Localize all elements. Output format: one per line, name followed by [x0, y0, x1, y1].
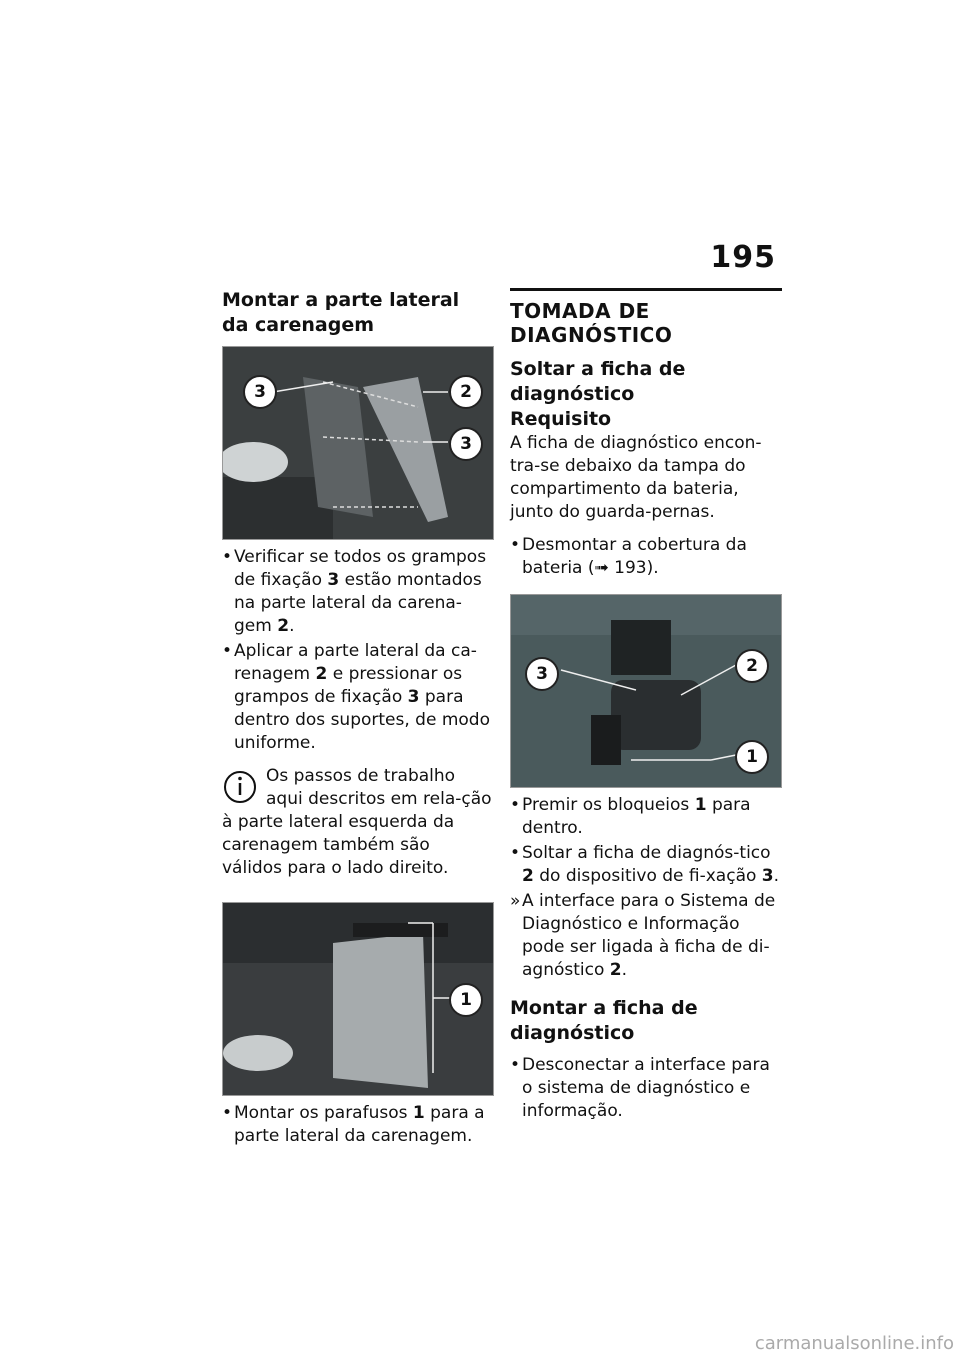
subheading-mount-plug: Montar a ficha de diagnóstico: [510, 997, 698, 1044]
page-number: 195: [710, 240, 776, 275]
section-heading-mount-fairing: Montar a parte lateral da carenagem: [222, 289, 460, 336]
steps-list-a: [510, 534, 782, 580]
callout-3b: 3: [449, 427, 483, 461]
list-item: • Aplicar a parte lateral da ca-renagem 2 e pressionar os grampos de fixação 3 para dentro dos suportes, de modo uniforme.: [222, 640, 492, 755]
list-item: • Desconectar a interface para o sistema de diagnóstico e informação.: [510, 1054, 782, 1123]
callout-1: 1: [449, 983, 483, 1017]
steps-list-2: [222, 1102, 492, 1148]
requisito-text: A ficha de diagnóstico encon-tra-se debaixo da tampa do compartimento da bateria, junto do guarda-pernas.: [510, 433, 762, 522]
list-item: • Soltar a ficha de diagnós-tico 2 do dispositivo de fi-xação 3.: [510, 842, 782, 888]
steps-list-c: [510, 1054, 782, 1123]
note-text: Os passos de trabalho aqui descritos em rela-ção à parte lateral esquerda da carenagem também são válidos para o lado direito.: [222, 766, 492, 878]
list-item: • Montar os parafusos 1 para a parte lateral da carenagem.: [222, 1102, 492, 1148]
subheading-release-plug: Soltar a ficha de diagnóstico: [510, 358, 686, 405]
callout-3: 3: [243, 375, 277, 409]
callout-1: 1: [735, 740, 769, 774]
left-column: [222, 288, 492, 1158]
list-item: • Desmontar a cobertura da bateria (➟ 193).: [510, 534, 782, 580]
section-title-diagnostic: TOMADA DE DIAGNÓSTICO: [510, 288, 782, 347]
requisito-label: Requisito: [510, 408, 612, 430]
result-item: » A interface para o Sistema de Diagnóstico e Informação pode ser ligada à ficha de di-agnóstico 2.: [510, 890, 782, 982]
callout-3: 3: [525, 657, 559, 691]
callout-2: 2: [449, 375, 483, 409]
figure-fairing-screws: [222, 902, 494, 1096]
steps-list-1: [222, 546, 492, 755]
figure-fairing-clips: [222, 346, 494, 540]
info-note: [222, 765, 492, 880]
figure-diagnostic-plug: [510, 594, 782, 788]
watermark: carmanualsonline.info: [754, 1333, 954, 1354]
callout-2: 2: [735, 649, 769, 683]
list-item: • Premir os bloqueios 1 para dentro.: [510, 794, 782, 840]
right-column: [510, 288, 782, 1133]
info-icon: [222, 769, 258, 805]
list-item: • Verificar se todos os grampos de fixação 3 estão montados na parte lateral da carena-gem 2.: [222, 546, 492, 638]
steps-list-b: [510, 794, 782, 982]
